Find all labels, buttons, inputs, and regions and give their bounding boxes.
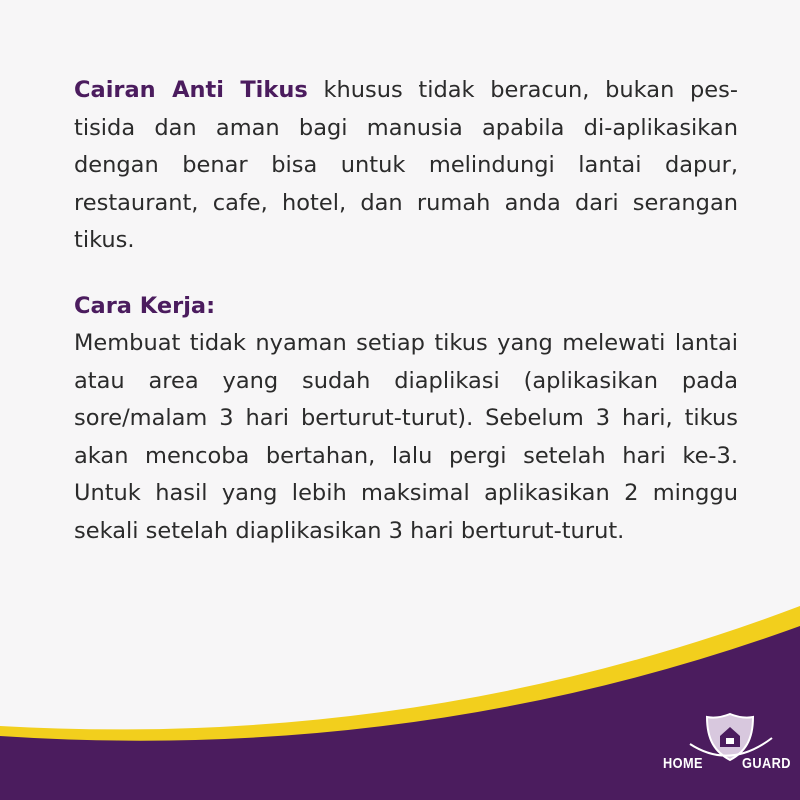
intro-paragraph (74, 72, 738, 260)
section-title: Cara Kerja: (74, 292, 216, 319)
home-guard-logo (660, 700, 800, 790)
section-body: Membuat tidak nyaman setiap tikus yang melewati lantai atau area yang sudah diaplikasi (aplikasikan pada sore/malam 3 hari berturut-turut). Sebelum 3 hari, tikus akan mencoba bertahan, lalu pergi setelah hari ke-3. Untuk hasil yang lebih maksimal aplikasikan 2 minggu sekali setelah diaplikasikan 3 hari berturut-turut. (74, 330, 738, 544)
product-name: Cairan Anti Tikus (74, 77, 308, 103)
description-block (74, 72, 738, 550)
intro-text: khusus tidak beracun, bukan pes-tisida dan aman bagi manusia apabila di-aplikasikan dengan benar bisa untuk melindungi lantai dapur, restaurant, cafe, hotel, dan rumah anda dari serangan tikus. (74, 77, 738, 253)
logo-word-guard: GUARD (742, 755, 791, 772)
logo-word-home: HOME (663, 755, 703, 772)
